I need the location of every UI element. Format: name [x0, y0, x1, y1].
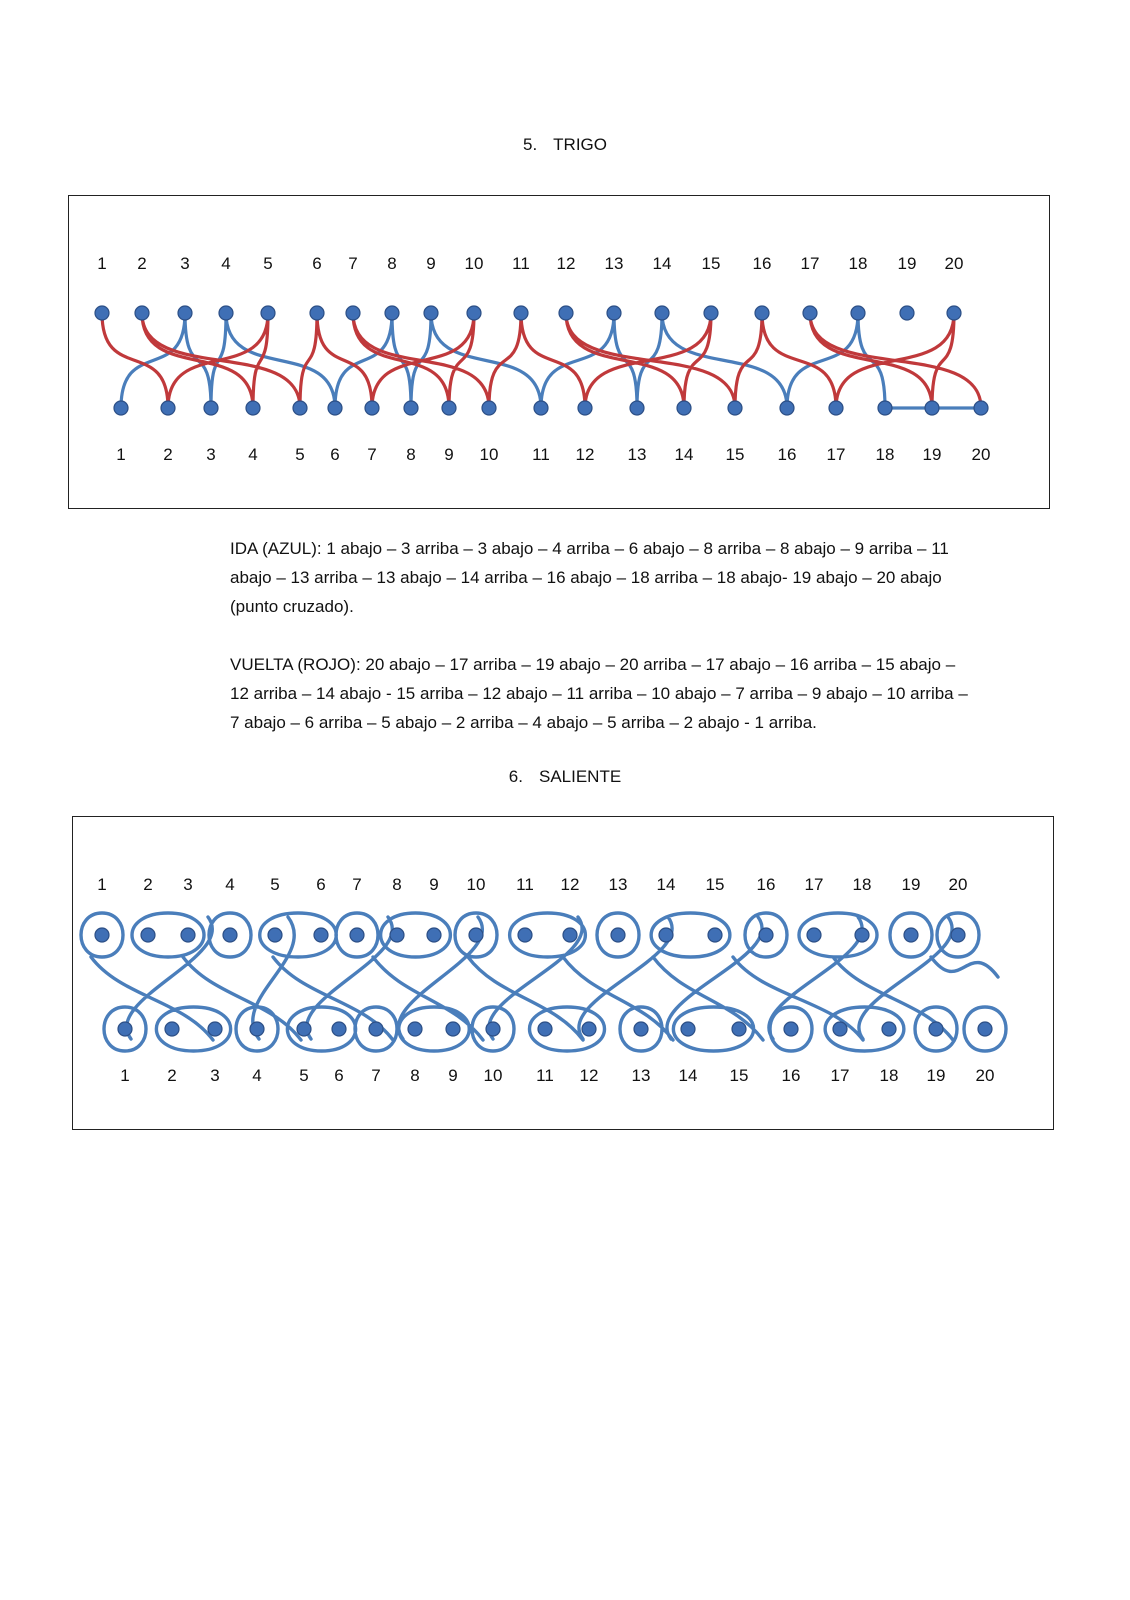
bottom-label-2: 2: [167, 1066, 177, 1085]
trigo-instructions: [230, 534, 970, 737]
top-stitch-point-20: [947, 306, 961, 320]
bottom-label-16: 16: [777, 445, 797, 464]
top-stitch-point-8: [390, 928, 404, 942]
top-label-15: 15: [701, 254, 721, 273]
top-label-3: 3: [180, 254, 190, 273]
top-stitch-point-19: [904, 928, 918, 942]
top-stitch-point-7: [350, 928, 364, 942]
bottom-stitch-point-7: [369, 1022, 383, 1036]
top-label-14: 14: [652, 254, 672, 273]
bottom-label-6: 6: [330, 445, 340, 464]
bottom-label-10: 10: [479, 445, 499, 464]
bottom-label-20: 20: [971, 445, 991, 464]
top-stitch-point-6: [314, 928, 328, 942]
section-title-trigo: [0, 135, 1130, 155]
bottom-stitch-point-16: [784, 1022, 798, 1036]
bottom-stitch-point-5: [293, 401, 307, 415]
top-stitch-point-17: [807, 928, 821, 942]
top-stitch-point-20: [951, 928, 965, 942]
bottom-stitch-point-4: [250, 1022, 264, 1036]
section-number: 5.: [522, 135, 538, 154]
top-stitch-point-1: [95, 928, 109, 942]
bottom-stitch-point-18: [878, 401, 892, 415]
top-stitch-point-15: [708, 928, 722, 942]
top-label-5: 5: [263, 254, 273, 273]
bottom-stitch-point-1: [114, 401, 128, 415]
top-stitch-point-18: [855, 928, 869, 942]
top-label-11: 11: [516, 875, 534, 894]
top-label-18: 18: [852, 875, 872, 894]
top-label-3: 3: [183, 875, 193, 894]
top-label-1: 1: [97, 875, 107, 894]
top-label-8: 8: [392, 875, 402, 894]
top-stitch-point-14: [655, 306, 669, 320]
top-label-6: 6: [316, 875, 326, 894]
bottom-stitch-point-1: [118, 1022, 132, 1036]
section-name: TRIGO: [553, 135, 608, 154]
top-label-11: 11: [512, 254, 530, 273]
bottom-label-4: 4: [252, 1066, 262, 1085]
bottom-label-15: 15: [729, 1066, 749, 1085]
bottom-label-7: 7: [367, 445, 377, 464]
top-label-13: 13: [608, 875, 628, 894]
top-label-16: 16: [756, 875, 776, 894]
bottom-label-6: 6: [334, 1066, 344, 1085]
bottom-label-14: 14: [678, 1066, 698, 1085]
bottom-stitch-point-13: [630, 401, 644, 415]
bottom-label-17: 17: [826, 445, 846, 464]
top-label-17: 17: [804, 875, 824, 894]
bottom-label-19: 19: [922, 445, 942, 464]
top-label-6: 6: [312, 254, 322, 273]
bottom-stitch-point-12: [582, 1022, 596, 1036]
top-label-20: 20: [944, 254, 964, 273]
bottom-stitch-point-11: [538, 1022, 552, 1036]
top-label-5: 5: [270, 875, 280, 894]
bottom-label-9: 9: [444, 445, 454, 464]
top-label-18: 18: [848, 254, 868, 273]
bottom-stitch-point-14: [681, 1022, 695, 1036]
top-label-17: 17: [800, 254, 820, 273]
bottom-stitch-point-3: [204, 401, 218, 415]
trigo-diagram: [68, 195, 1050, 509]
top-stitch-point-12: [563, 928, 577, 942]
top-label-8: 8: [387, 254, 397, 273]
bottom-stitch-point-20: [978, 1022, 992, 1036]
bottom-label-1: 1: [120, 1066, 130, 1085]
bottom-label-16: 16: [781, 1066, 801, 1085]
bottom-stitch-point-16: [780, 401, 794, 415]
bottom-stitch-point-2: [165, 1022, 179, 1036]
bottom-stitch-point-8: [404, 401, 418, 415]
top-stitch-point-7: [346, 306, 360, 320]
bottom-stitch-point-10: [486, 1022, 500, 1036]
top-label-15: 15: [705, 875, 725, 894]
top-stitch-point-16: [759, 928, 773, 942]
top-stitch-point-4: [219, 306, 233, 320]
bottom-stitch-point-19: [925, 401, 939, 415]
bottom-label-5: 5: [299, 1066, 309, 1085]
top-stitch-point-16: [755, 306, 769, 320]
ida-instructions: IDA (AZUL): 1 abajo – 3 arriba – 3 abajo – 4 arriba – 6 abajo – 8 arriba – 8 abajo – 9 arriba – 11 abajo – 13 arriba – 13 abajo – 14 arriba – 16 abajo – 18 arriba – 18 abajo- 19 abajo – 20 abajo (punto cruzado).: [230, 539, 949, 616]
bottom-stitch-point-17: [829, 401, 843, 415]
saliente-diagram: [72, 816, 1054, 1130]
bottom-stitch-point-8: [408, 1022, 422, 1036]
top-stitch-point-5: [261, 306, 275, 320]
bottom-stitch-point-10: [482, 401, 496, 415]
bottom-label-12: 12: [575, 445, 595, 464]
bottom-label-14: 14: [674, 445, 694, 464]
top-label-12: 12: [560, 875, 580, 894]
top-label-9: 9: [426, 254, 436, 273]
top-label-19: 19: [897, 254, 917, 273]
bottom-stitch-point-11: [534, 401, 548, 415]
top-stitch-point-3: [178, 306, 192, 320]
top-label-14: 14: [656, 875, 676, 894]
bottom-label-17: 17: [830, 1066, 850, 1085]
bottom-label-20: 20: [975, 1066, 995, 1085]
bottom-stitch-point-13: [634, 1022, 648, 1036]
top-stitch-point-13: [611, 928, 625, 942]
trigo-stitch-diagram: [69, 196, 1049, 508]
bottom-label-5: 5: [295, 445, 305, 464]
top-stitch-point-10: [467, 306, 481, 320]
top-stitch-point-3: [181, 928, 195, 942]
bottom-stitch-point-20: [974, 401, 988, 415]
section-number: 6.: [508, 767, 523, 786]
bottom-label-15: 15: [725, 445, 745, 464]
bottom-label-13: 13: [631, 1066, 651, 1085]
top-stitch-point-1: [95, 306, 109, 320]
bottom-label-2: 2: [163, 445, 173, 464]
bottom-label-1: 1: [116, 445, 126, 464]
bottom-stitch-point-4: [246, 401, 260, 415]
bottom-label-9: 9: [448, 1066, 458, 1085]
top-stitch-point-9: [427, 928, 441, 942]
top-label-4: 4: [221, 254, 231, 273]
bottom-stitch-point-18: [882, 1022, 896, 1036]
top-stitch-point-13: [607, 306, 621, 320]
top-label-7: 7: [352, 875, 362, 894]
bottom-label-8: 8: [406, 445, 416, 464]
bottom-stitch-point-9: [446, 1022, 460, 1036]
top-label-19: 19: [901, 875, 921, 894]
top-stitch-point-8: [385, 306, 399, 320]
top-label-16: 16: [752, 254, 772, 273]
bottom-stitch-point-3: [208, 1022, 222, 1036]
top-stitch-point-17: [803, 306, 817, 320]
bottom-stitch-point-15: [728, 401, 742, 415]
top-stitch-point-18: [851, 306, 865, 320]
bottom-stitch-point-9: [442, 401, 456, 415]
top-label-1: 1: [97, 254, 107, 273]
top-label-20: 20: [948, 875, 968, 894]
section-name: SALIENTE: [538, 767, 622, 786]
top-label-9: 9: [429, 875, 439, 894]
top-stitch-point-15: [704, 306, 718, 320]
top-stitch-point-2: [135, 306, 149, 320]
top-stitch-point-14: [659, 928, 673, 942]
bottom-label-10: 10: [483, 1066, 503, 1085]
bottom-label-18: 18: [879, 1066, 899, 1085]
bottom-stitch-point-19: [929, 1022, 943, 1036]
bottom-label-11: 11: [536, 1066, 554, 1085]
bottom-stitch-point-7: [365, 401, 379, 415]
top-label-10: 10: [464, 254, 484, 273]
top-stitch-point-19: [900, 306, 914, 320]
top-label-10: 10: [466, 875, 486, 894]
bottom-label-11: 11: [532, 445, 550, 464]
bottom-label-7: 7: [371, 1066, 381, 1085]
bottom-stitch-point-2: [161, 401, 175, 415]
vuelta-instructions: VUELTA (ROJO): 20 abajo – 17 arriba – 19 abajo – 20 arriba – 17 abajo – 16 arriba – 15 abajo – 12 arriba – 14 abajo - 15 arriba – 12 abajo – 11 arriba – 10 abajo – 7 arriba – 9 abajo – 10 arriba – 7 abajo – 6 arriba – 5 abajo – 2 arriba – 4 abajo – 5 arriba – 2 abajo - 1 arriba.: [230, 655, 968, 732]
bottom-stitch-point-6: [328, 401, 342, 415]
top-stitch-point-4: [223, 928, 237, 942]
bottom-label-3: 3: [210, 1066, 220, 1085]
bottom-label-4: 4: [248, 445, 258, 464]
top-stitch-point-11: [514, 306, 528, 320]
bottom-label-8: 8: [410, 1066, 420, 1085]
top-label-12: 12: [556, 254, 576, 273]
top-label-13: 13: [604, 254, 624, 273]
saliente-stitch-diagram: [73, 817, 1053, 1129]
top-stitch-point-2: [141, 928, 155, 942]
bottom-label-18: 18: [875, 445, 895, 464]
section-title-saliente: [0, 767, 1130, 787]
top-label-2: 2: [143, 875, 153, 894]
bottom-label-13: 13: [627, 445, 647, 464]
bottom-stitch-point-15: [732, 1022, 746, 1036]
top-stitch-point-10: [469, 928, 483, 942]
bottom-label-12: 12: [579, 1066, 599, 1085]
top-stitch-point-11: [518, 928, 532, 942]
bottom-stitch-point-14: [677, 401, 691, 415]
bottom-label-3: 3: [206, 445, 216, 464]
top-stitch-point-12: [559, 306, 573, 320]
bottom-label-19: 19: [926, 1066, 946, 1085]
bottom-stitch-point-6: [332, 1022, 346, 1036]
bottom-stitch-point-5: [297, 1022, 311, 1036]
bottom-stitch-point-17: [833, 1022, 847, 1036]
top-stitch-point-9: [424, 306, 438, 320]
bottom-stitch-point-12: [578, 401, 592, 415]
top-label-4: 4: [225, 875, 235, 894]
top-label-7: 7: [348, 254, 358, 273]
top-label-2: 2: [137, 254, 147, 273]
top-stitch-point-5: [268, 928, 282, 942]
top-stitch-point-6: [310, 306, 324, 320]
